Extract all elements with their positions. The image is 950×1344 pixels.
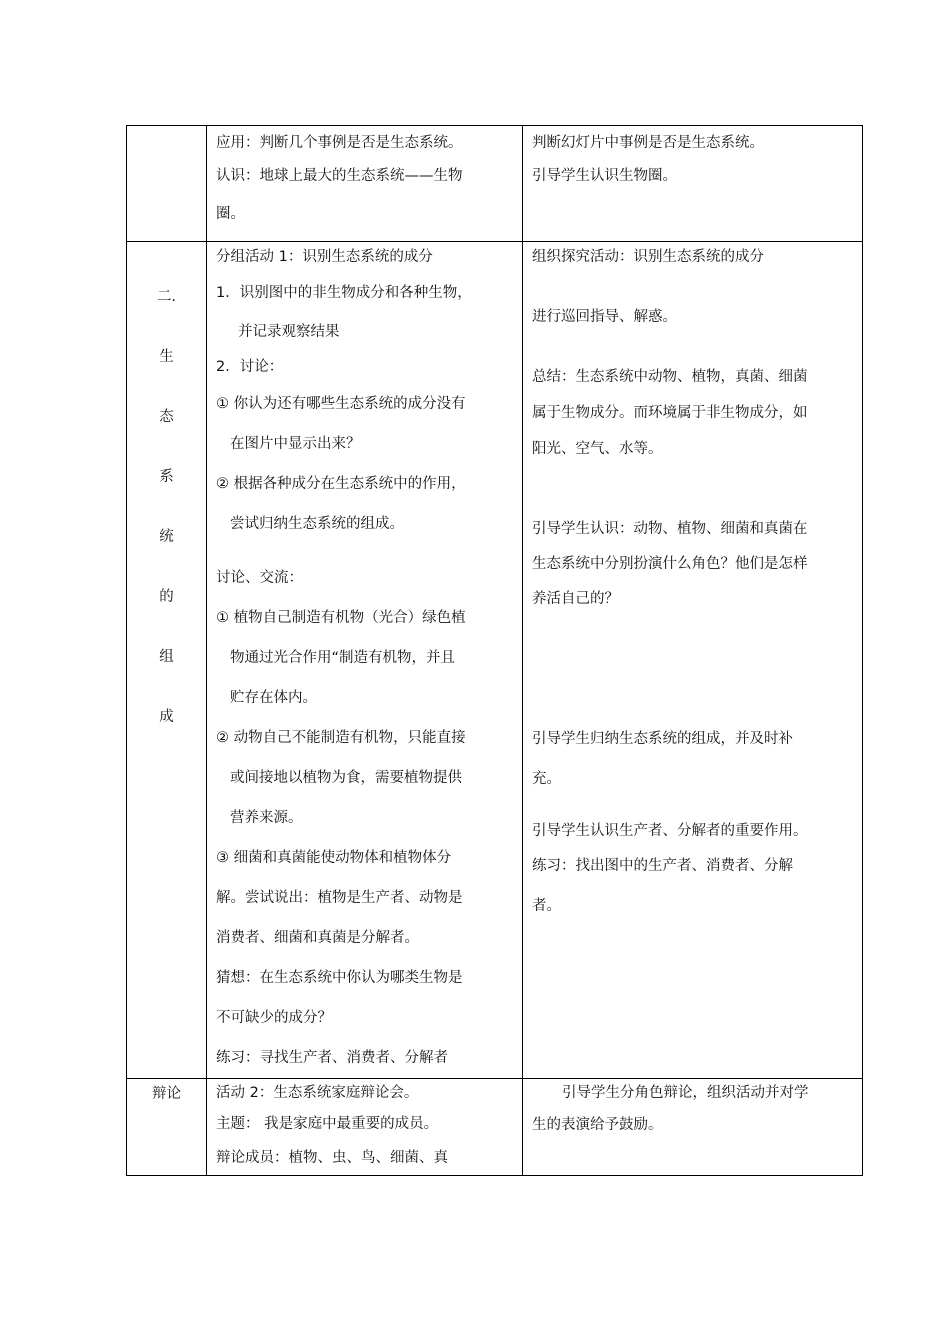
- content-line: 2．讨论：: [216, 359, 284, 375]
- teacher-line: 充。: [532, 771, 561, 787]
- content-line: 应用：判断几个事例是否是生态系统。: [216, 135, 463, 151]
- stage-cell: [127, 126, 207, 242]
- content-line: 营养来源。: [230, 810, 303, 826]
- content-line: ③ 细菌和真菌能使动物体和植物体分: [216, 850, 452, 866]
- teacher-cell: [523, 1079, 863, 1176]
- teacher-line: 进行巡回指导、解惑。: [532, 309, 677, 325]
- teacher-line: 引导学生认识生产者、分解者的重要作用。: [532, 823, 808, 839]
- teacher-line: 总结：生态系统中动物、植物，真菌、细菌: [532, 369, 808, 385]
- teacher-line: 阳光、空气、水等。: [532, 441, 663, 457]
- stage-char: 成: [159, 709, 174, 725]
- content-line: 练习：寻找生产者、消费者、分解者: [216, 1050, 448, 1066]
- teacher-line: 引导学生认识：动物、植物、细菌和真菌在: [532, 521, 808, 537]
- content-line: 辩论成员：植物、虫、鸟、细菌、真: [216, 1150, 448, 1166]
- content-cell: [207, 126, 523, 242]
- content-line: ② 根据各种成分在生态系统中的作用，: [216, 476, 466, 492]
- teacher-line: 练习：找出图中的生产者、消费者、分解: [532, 858, 793, 874]
- stage-cell: [127, 242, 207, 1079]
- teacher-cell: [523, 242, 863, 1079]
- teacher-line: 生态系统中分别扮演什么角色？他们是怎样: [532, 556, 808, 572]
- teacher-cell: [523, 126, 863, 242]
- content-line: 讨论、交流：: [216, 570, 303, 586]
- lesson-plan-table: [126, 125, 863, 1176]
- teacher-line: 组织探究活动：识别生态系统的成分: [532, 249, 764, 265]
- teacher-line: 引导学生认识生物圈。: [532, 168, 677, 184]
- content-line: 主题： 我是家庭中最重要的成员。: [216, 1116, 439, 1132]
- stage-char: 二.: [156, 289, 177, 305]
- content-line: ① 你认为还有哪些生态系统的成分没有: [216, 396, 466, 412]
- content-line: 并记录观察结果: [238, 324, 340, 340]
- stage-char: 的: [159, 589, 174, 605]
- stage-label: 辩论: [152, 1086, 181, 1102]
- stage-char: 统: [159, 529, 174, 545]
- table-row: [127, 126, 863, 242]
- teacher-line: 属于生物成分。而环境属于非生物成分，如: [532, 405, 808, 421]
- content-line: 或间接地以植物为食，需要植物提供: [230, 770, 462, 786]
- teacher-line: 引导学生分角色辩论，组织活动并对学: [562, 1085, 809, 1101]
- content-line: 贮存在体内。: [230, 690, 317, 706]
- teacher-line: 养活自己的？: [532, 591, 619, 607]
- content-line: 在图片中显示出来？: [230, 436, 361, 452]
- teacher-line: 判断幻灯片中事例是否是生态系统。: [532, 135, 764, 151]
- content-line: 尝试归纳生态系统的组成。: [230, 516, 404, 532]
- content-line: 物通过光合作用“制造有机物，并且: [230, 650, 456, 666]
- content-line: 1．识别图中的非生物成分和各种生物，: [216, 285, 472, 301]
- content-line: 猜想：在生态系统中你认为哪类生物是: [216, 970, 463, 986]
- table-row: [127, 242, 863, 1079]
- content-line: 活动 2：生态系统家庭辩论会。: [216, 1085, 419, 1101]
- content-line: 不可缺少的成分？: [216, 1010, 332, 1026]
- stage-cell: [127, 1079, 207, 1176]
- content-line: 消费者、细菌和真菌是分解者。: [216, 930, 419, 946]
- teacher-line: 引导学生归纳生态系统的组成，并及时补: [532, 731, 793, 747]
- stage-char: 生: [159, 349, 174, 365]
- content-line: 分组活动 1：识别生态系统的成分: [216, 249, 433, 265]
- content-line: 认识：地球上最大的生态系统——生物: [216, 168, 463, 184]
- content-line: ② 动物自己不能制造有机物，只能直接: [216, 730, 466, 746]
- table-row: [127, 1079, 863, 1176]
- teacher-line: 生的表演给予鼓励。: [532, 1117, 663, 1133]
- content-cell: [207, 1079, 523, 1176]
- stage-char: 系: [159, 469, 174, 485]
- content-line: 圈。: [216, 206, 245, 222]
- content-cell: [207, 242, 523, 1079]
- content-line: ① 植物自己制造有机物（光合）绿色植: [216, 610, 466, 626]
- content-line: 解。尝试说出：植物是生产者、动物是: [216, 890, 463, 906]
- stage-char: 组: [159, 649, 174, 665]
- stage-title-vertical: [127, 282, 206, 762]
- stage-char: 态: [159, 409, 174, 425]
- teacher-line: 者。: [532, 898, 561, 914]
